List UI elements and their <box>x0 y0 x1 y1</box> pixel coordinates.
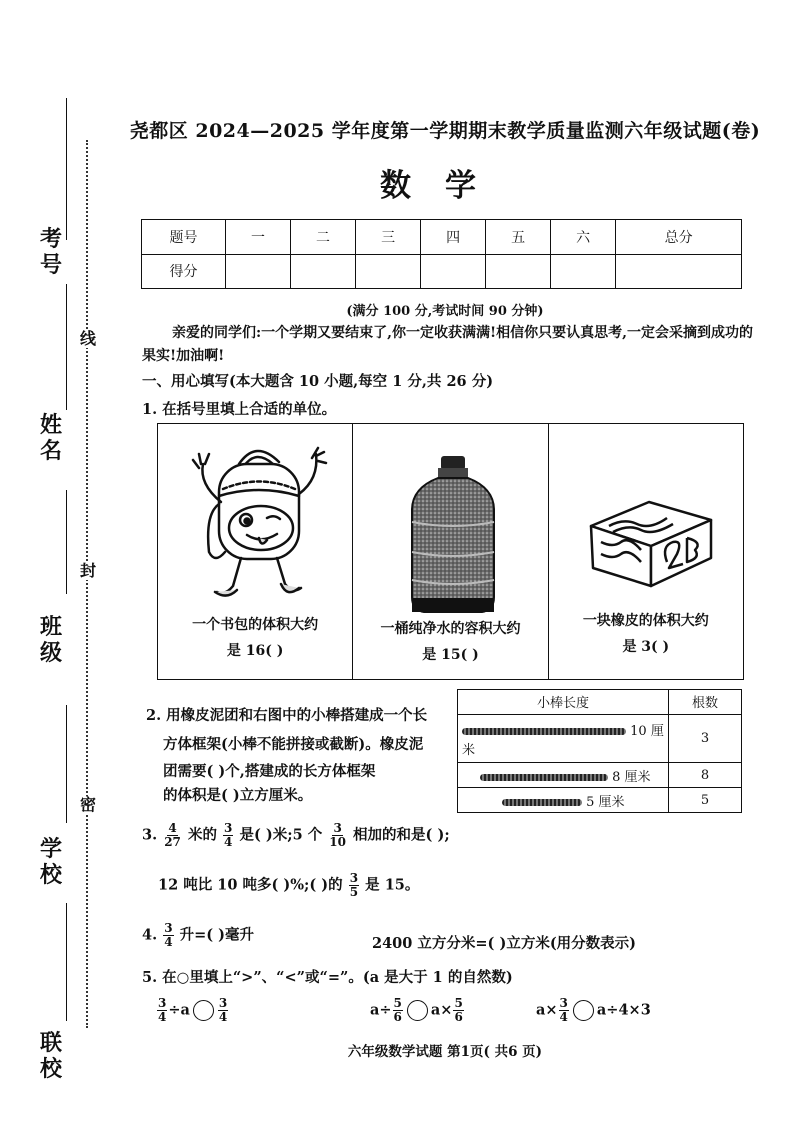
seal-char-seal: 封 <box>79 561 96 580</box>
class-label: 班级 <box>39 614 62 666</box>
fraction: $\frac{5}{6}$ <box>454 996 463 1024</box>
fraction: $\frac{3}{4}$ <box>224 821 233 849</box>
exam-note: (满分 100 分,考试时间 90 分钟) <box>346 304 544 319</box>
stick-length-header: 小棒长度 <box>458 690 669 715</box>
exam-title: 尧都区 2024—2025 学年度第一学期期末教学质量监测六年级试题(卷) <box>129 120 761 142</box>
score-input-cell[interactable] <box>356 254 421 289</box>
exam-number-label: 考号 <box>39 226 62 278</box>
stick-length-table <box>457 689 742 813</box>
stick-length: 5 厘米 <box>586 794 625 810</box>
score-cell: 题号 <box>142 220 226 255</box>
q1-caption-line1: 一桶纯净水的容积大约 <box>380 621 521 637</box>
score-cell: 一 <box>226 220 291 255</box>
fraction: $\frac{3}{5}$ <box>349 871 359 899</box>
compare-circle[interactable] <box>407 1000 428 1021</box>
score-input-cell[interactable] <box>421 254 486 289</box>
score-input-cell[interactable] <box>486 254 551 289</box>
score-cell: 六 <box>551 220 616 255</box>
q4-part2: 2400 立方分米=( )立方米(用分数表示) <box>372 935 637 952</box>
stick-length: 10 厘米 <box>462 723 664 758</box>
q1-item-eraser <box>549 424 743 679</box>
q1-caption-line2: 是 16( ) <box>226 643 284 659</box>
union-school-label: 联校 <box>39 1030 62 1082</box>
fraction: $\frac{5}{6}$ <box>393 996 402 1024</box>
intro-paragraph: 亲爱的同学们:一个学期又要结束了,你一定收获满满!相信你只要认真思考,一定会采摘到成功的果实!加油啊! <box>142 325 754 364</box>
q1-caption-line2: 是 3( ) <box>622 639 670 655</box>
score-cell: 二 <box>291 220 356 255</box>
q5-expr1: $\frac{3}{4}$ ÷a $\frac{3}{4}$ <box>158 996 228 1024</box>
q1-stem: 1. 在括号里填上合适的单位。 <box>142 401 337 418</box>
seal-char-line: 线 <box>79 329 96 348</box>
stick-length: 8 厘米 <box>612 769 651 785</box>
name-label: 姓名 <box>39 412 62 464</box>
stick-count: 3 <box>669 714 742 762</box>
binding-line <box>66 98 67 240</box>
stick-count: 8 <box>669 763 742 788</box>
stick-row <box>458 788 742 813</box>
fraction: $\frac{3}{4}$ <box>559 996 568 1024</box>
seal-char-secret: 密 <box>79 795 96 814</box>
stick-5cm-graphic <box>502 799 582 806</box>
score-row-label: 得分 <box>142 254 226 289</box>
subject-title: 数学 <box>380 168 510 204</box>
q1-item-water <box>353 424 548 679</box>
stick-count: 5 <box>669 788 742 813</box>
fraction: $\frac{3}{4}$ <box>164 921 173 949</box>
q1-caption-line1: 一块橡皮的体积大约 <box>582 613 709 629</box>
q2-line3: 团需要( )个,搭建成的长方体框架 <box>163 763 376 780</box>
q2-line2: 方体框架(小棒不能拼接或截断)。橡皮泥 <box>163 736 424 753</box>
q2-line1: 2. 用橡皮泥团和右图中的小棒搭建成一个长 <box>146 707 428 724</box>
score-cell: 三 <box>356 220 421 255</box>
q5-expr3: a× $\frac{3}{4}$ a÷4×3 <box>536 996 651 1024</box>
score-cell: 四 <box>421 220 486 255</box>
q1-item-backpack <box>158 424 353 679</box>
compare-circle[interactable] <box>573 1000 594 1021</box>
school-label: 学校 <box>39 836 62 888</box>
q1-picture-table <box>157 423 744 680</box>
water-bottle-icon <box>398 452 508 617</box>
binding-line <box>66 903 67 1021</box>
fraction: $\frac{3}{4}$ <box>158 996 167 1024</box>
q1-caption-line2: 是 15( ) <box>422 647 479 663</box>
stick-8cm-graphic <box>480 774 608 781</box>
fraction: $\frac{3}{10}$ <box>329 821 346 849</box>
q3-line1: 3. $\frac{4}{27}$ 米的 $\frac{3}{4}$ 是( )米;5 个 $\frac{3}{10}$ 相加的和是( ); <box>142 821 450 849</box>
stick-count-header: 根数 <box>669 690 742 715</box>
eraser-icon <box>579 482 729 592</box>
score-table <box>141 219 742 289</box>
score-input-cell[interactable] <box>616 254 742 289</box>
stick-10cm-graphic <box>462 728 626 735</box>
score-table-header-row <box>142 220 742 255</box>
binding-line <box>66 705 67 823</box>
q5-expr2: a÷ $\frac{5}{6}$ a× $\frac{5}{6}$ <box>370 996 463 1024</box>
stick-row <box>458 763 742 788</box>
q4-part1: 4. $\frac{3}{4}$ 升=( )毫升 <box>142 921 255 949</box>
binding-line <box>66 284 67 410</box>
fraction: $\frac{3}{4}$ <box>218 996 228 1024</box>
q5-stem: 5. 在○里填上“>”、“<”或“=”。(a 是大于 1 的自然数) <box>142 969 513 986</box>
fraction: $\frac{4}{27}$ <box>164 821 181 849</box>
q3-line2: 12 吨比 10 吨多( )%;( )的 $\frac{3}{5}$ 是 15。 <box>158 871 420 899</box>
binding-line <box>66 490 67 594</box>
q1-caption-line1: 一个书包的体积大约 <box>192 617 319 633</box>
backpack-icon <box>181 434 331 609</box>
score-table-score-row <box>142 254 742 289</box>
page-footer: 六年级数学试题 第1页( 共6 页) <box>347 1044 543 1060</box>
score-cell: 五 <box>486 220 551 255</box>
stick-row <box>458 714 742 762</box>
score-cell: 总分 <box>616 220 742 255</box>
score-input-cell[interactable] <box>226 254 291 289</box>
seal-dotted-line <box>86 140 88 1028</box>
compare-circle[interactable] <box>193 1000 214 1021</box>
section-1-heading: 一、用心填写(本大题含 10 小题,每空 1 分,共 26 分) <box>142 373 494 390</box>
q2-line4: 的体积是( )立方厘米。 <box>163 787 313 804</box>
stick-table-header <box>458 690 742 715</box>
score-input-cell[interactable] <box>551 254 616 289</box>
score-input-cell[interactable] <box>291 254 356 289</box>
